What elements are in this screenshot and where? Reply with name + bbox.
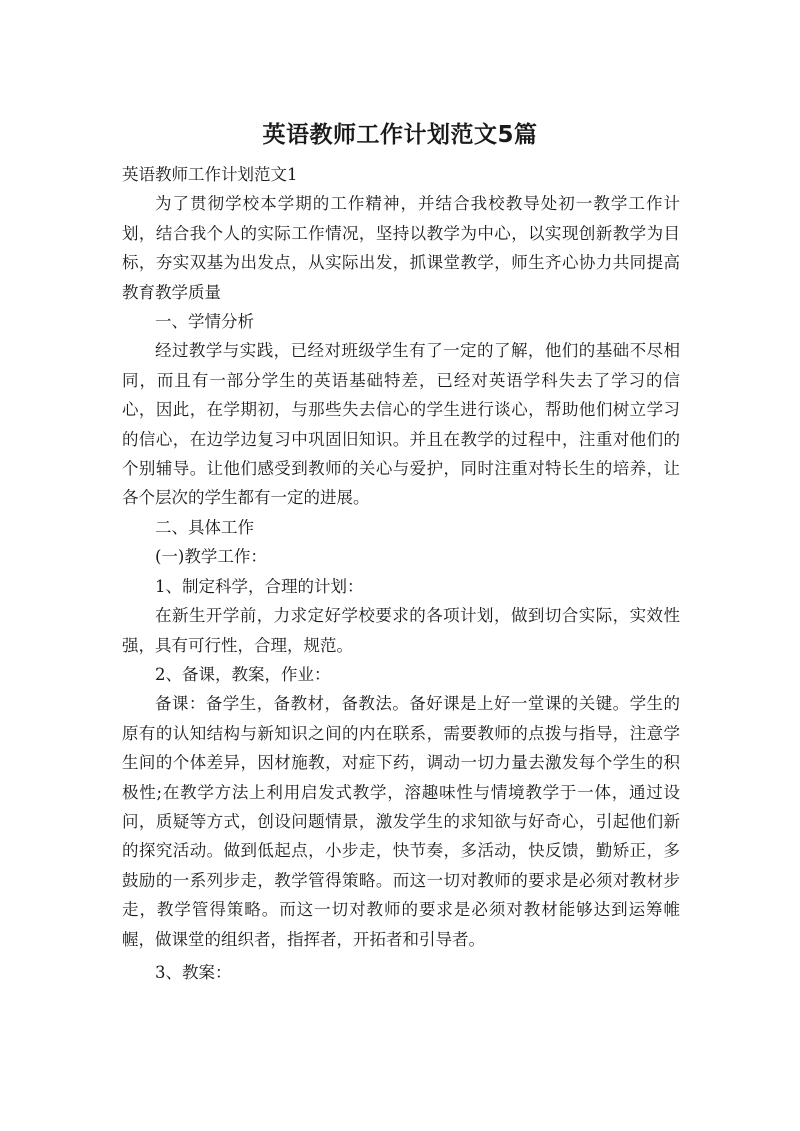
- list-item-heading: 3、教案：: [155, 962, 232, 982]
- list-item-heading: 1、制定科学，合理的计划：: [155, 576, 364, 596]
- list-item-heading: 2、备课，教案，作业：: [155, 664, 331, 684]
- section-heading: 英语教师工作计划范文1: [122, 165, 298, 184]
- document-title: 英语教师工作计划范文5篇: [262, 122, 538, 148]
- section-heading: 一、学情分析: [155, 312, 254, 332]
- paragraph: 在新生开学前，力求定好学校要求的各项计划，做到切合实际，实效性强，具有可行性，合理，规范。: [122, 606, 680, 655]
- paragraph: 经过教学与实践，已经对班级学生有了一定的了解，他们的基础不尽相同，而且有一部分学生的英语基础特差，已经对英语学科失去了学习的信心，因此，在学期初，与那些失去信心的学生进行谈心，帮助他们树立学习的信心，在边学边复习中巩固旧知识。并且在教学的过程中，注重对他们的个别辅导。让他们感受到教师的关心与爱护，同时注重对特长生的培养，让各个层次的学生都有一定的进展。: [122, 341, 680, 508]
- paragraph: 为了贯彻学校本学期的工作精神，并结合我校教导处初一教学工作计划，结合我个人的实际工作情况，坚持以教学为中心，以实现创新教学为目标，夯实双基为出发点，从实际出发，抓课堂教学，师生齐心协力共同提高教育教学质量: [122, 194, 680, 302]
- subsection-heading: (一)教学工作：: [155, 547, 267, 567]
- paragraph: 备课：备学生，备教材，备教法。备好课是上好一堂课的关键。学生的原有的认知结构与新知识之间的内在联系，需要教师的点拨与指导，注意学生间的个体差异，因材施教，对症下药，调动一切力量去激发每个学生的积极性;在教学方法上利用启发式教学，溶趣味性与情境教学于一体，通过设问，质疑等方式，创设问题情景，激发学生的求知欲与好奇心，引起他们新的探究活动。做到低起点，小步走，快节奏，多活动，快反馈，勤矫正，多鼓励的一系列步走，教学管得策略。而这一切对教师的要求是必须对教材步走，教学管得策略。而这一切对教师的要求是必须对教材能够达到运筹帷幄，做课堂的组织者，指挥者，开拓者和引导者。: [122, 694, 680, 949]
- document-body: [122, 160, 680, 987]
- section-heading: 二、具体工作: [155, 517, 254, 537]
